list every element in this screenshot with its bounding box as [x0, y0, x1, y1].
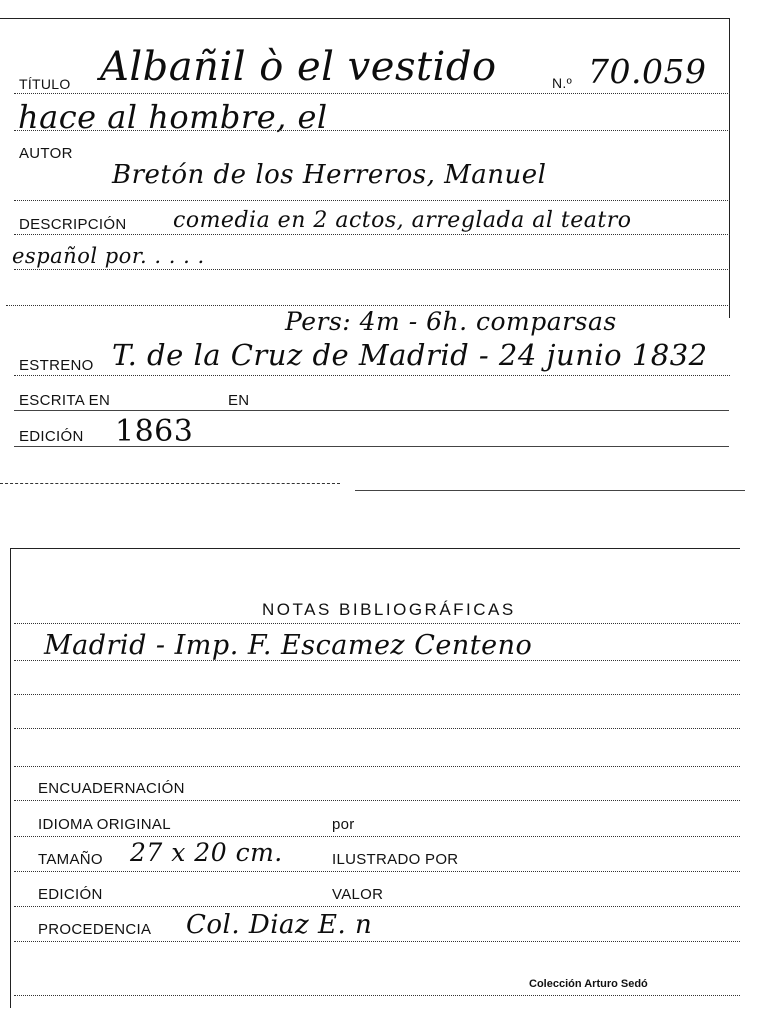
notas-rule-5	[14, 766, 740, 767]
encuadernacion-label: ENCUADERNACIÓN	[38, 780, 185, 797]
en-label: EN	[228, 392, 250, 409]
titulo-line1: Albañil ò el vestido	[100, 44, 497, 90]
escrita-label: ESCRITA EN	[19, 392, 111, 409]
autor-rule	[14, 200, 730, 201]
estreno-value: T. de la Cruz de Madrid - 24 junio 1832	[112, 338, 708, 372]
collection-credit: Colección Arturo Sedó	[529, 978, 648, 990]
numero-label: N.º	[552, 75, 573, 91]
titulo2-rule	[14, 130, 730, 131]
notas-rule-4	[14, 728, 740, 729]
titulo-label: TÍTULO	[19, 76, 71, 92]
card2-bottom-rule	[14, 995, 740, 996]
card1-bottom-edge	[355, 490, 745, 491]
card2-edge-top	[10, 548, 740, 549]
card2-edge-left	[10, 548, 11, 1008]
edicion2-label: EDICIÓN	[38, 886, 103, 903]
estreno-rule	[14, 375, 730, 376]
notas-rule-2	[14, 660, 740, 661]
blank-rule	[6, 305, 730, 306]
encuadernacion-rule	[14, 800, 740, 801]
edicion-value: 1863	[115, 414, 194, 449]
descripcion2-rule	[14, 269, 730, 270]
catalog-card-top	[0, 0, 740, 500]
idioma-label: IDIOMA ORIGINAL	[38, 816, 171, 833]
idioma-rule	[14, 836, 740, 837]
estreno-label: ESTRENO	[19, 357, 94, 374]
edicion-label: EDICIÓN	[19, 428, 84, 445]
notas-line1: Madrid - Imp. F. Escamez Centeno	[44, 630, 533, 661]
ilustrado-label: ILUSTRADO POR	[332, 851, 459, 868]
edicion-rule	[14, 446, 729, 447]
escrita-rule	[14, 410, 729, 411]
card-edge-right	[729, 18, 730, 318]
edicion2-rule	[14, 906, 740, 907]
titulo-line2: hace al hombre, el	[18, 98, 328, 136]
descripcion-rule	[14, 234, 730, 235]
valor-label: VALOR	[332, 886, 384, 903]
notas-rule-1	[14, 623, 740, 624]
descripcion-line1: comedia en 2 actos, arreglada al teatro	[173, 208, 632, 233]
titulo-rule	[14, 93, 730, 94]
catalog-card-bottom	[0, 548, 740, 1018]
autor-label: AUTOR	[19, 145, 73, 162]
card1-bottom-rule	[0, 483, 340, 484]
tamano-rule	[14, 871, 740, 872]
procedencia-label: PROCEDENCIA	[38, 921, 152, 938]
personajes-note: Pers: 4m - 6h. comparsas	[285, 307, 617, 336]
card-edge-top	[0, 18, 730, 19]
procedencia-value: Col. Diaz E. n	[186, 910, 373, 940]
numero-value: 70.059	[588, 52, 707, 91]
autor-value: Bretón de los Herreros, Manuel	[112, 160, 547, 190]
notas-heading: NOTAS BIBLIOGRÁFICAS	[262, 600, 516, 619]
por-label: por	[332, 816, 355, 833]
tamano-value: 27 x 20 cm.	[130, 838, 283, 867]
tamano-label: TAMAÑO	[38, 851, 103, 868]
descripcion-line2: español por. . . . .	[12, 244, 205, 268]
notas-rule-3	[14, 694, 740, 695]
descripcion-label: DESCRIPCIÓN	[19, 216, 127, 233]
procedencia-rule	[14, 941, 740, 942]
